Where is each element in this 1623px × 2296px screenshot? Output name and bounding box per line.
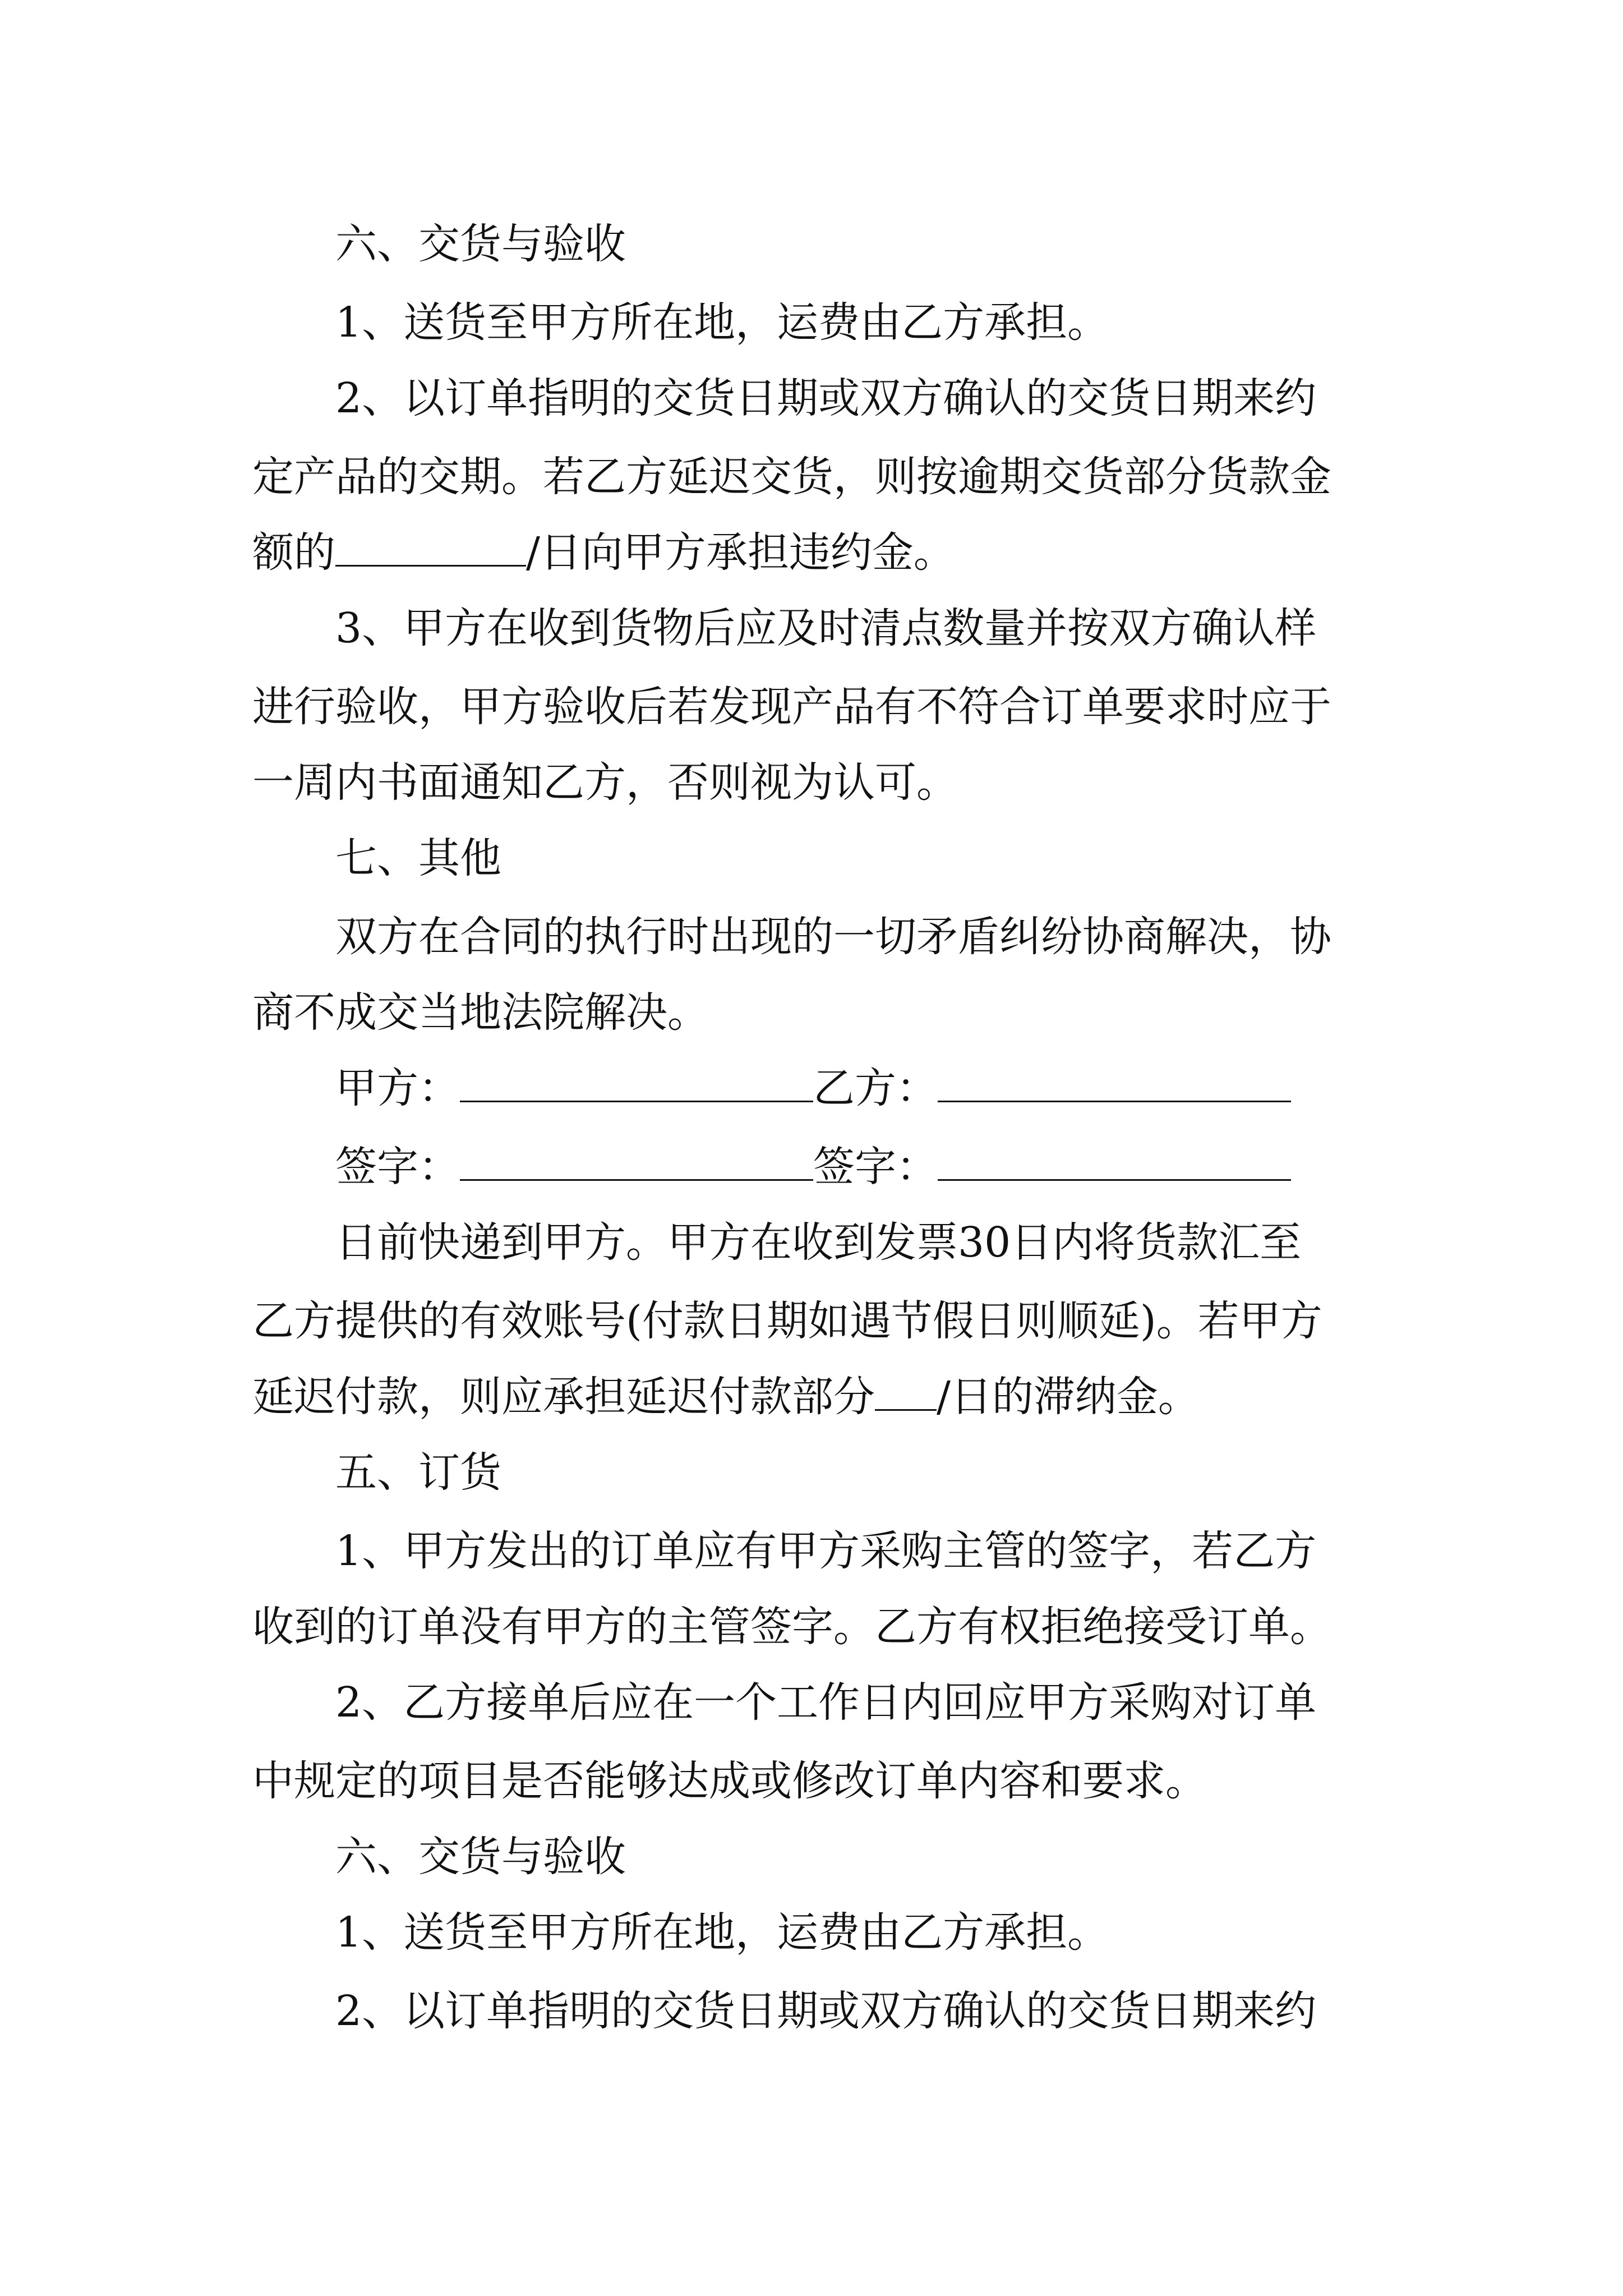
section-heading-other: 七、其他 <box>335 834 501 882</box>
fill-in-blank[interactable] <box>875 1406 937 1411</box>
party-b-blank[interactable] <box>938 1097 1291 1102</box>
paragraph-line: 1、送货至甲方所在地，运费由乙方承担。 <box>335 298 1109 347</box>
line-text: /日向甲方承担违约金。 <box>526 528 955 577</box>
paragraph-line: 定产品的交期。若乙方延迟交货，则按逾期交货部分货款金 <box>252 453 1331 501</box>
paragraph-line-with-blank <box>252 1369 1200 1425</box>
paragraph-line: 2、以订单指明的交货日期或双方确认的交货日期来约 <box>335 1987 1317 2035</box>
party-line <box>335 1060 1291 1116</box>
party-b-label: 乙方： <box>813 1064 938 1112</box>
signature-b-blank[interactable] <box>938 1176 1291 1181</box>
section-heading-order: 五、订货 <box>335 1448 501 1497</box>
line-text: /日的滞纳金。 <box>937 1373 1200 1421</box>
party-a-label: 甲方： <box>335 1064 460 1112</box>
signature-b-label: 签字： <box>813 1143 938 1191</box>
paragraph-line-with-blank <box>252 524 955 581</box>
paragraph-line: 乙方提供的有效账号(付款日期如遇节假日则顺延)。若甲方 <box>252 1297 1322 1345</box>
signature-a-blank[interactable] <box>460 1176 813 1181</box>
paragraph-line: 收到的订单没有甲方的主管签字。乙方有权拒绝接受订单。 <box>252 1603 1331 1651</box>
fill-in-blank[interactable] <box>335 562 526 567</box>
signature-a-label: 签字： <box>335 1143 460 1191</box>
paragraph-line: 2、以订单指明的交货日期或双方确认的交货日期来约 <box>335 374 1317 422</box>
signature-line <box>335 1139 1291 1195</box>
section-heading-delivery: 六、交货与验收 <box>335 220 626 268</box>
paragraph-line: 一周内书面通知乙方，否则视为认可。 <box>252 758 958 807</box>
paragraph-line: 中规定的项目是否能够达成或修改订单内容和要求。 <box>252 1757 1207 1805</box>
section-heading-delivery: 六、交货与验收 <box>335 1833 626 1881</box>
paragraph-line: 日前快递到甲方。甲方在收到发票30日内将货款汇至 <box>335 1218 1302 1267</box>
paragraph-line: 商不成交当地法院解决。 <box>252 988 709 1037</box>
paragraph-line: 进行验收，甲方验收后若发现产品有不符合订单要求时应于 <box>252 683 1331 731</box>
line-text: 延迟付款，则应承担延迟付款部分 <box>252 1373 875 1421</box>
paragraph-line: 双方在合同的执行时出现的一切矛盾纠纷协商解决，协 <box>335 913 1331 961</box>
paragraph-line: 1、送货至甲方所在地，运费由乙方承担。 <box>335 1908 1109 1957</box>
line-text: 额的 <box>252 528 335 577</box>
paragraph-line: 1、甲方发出的订单应有甲方采购主管的签字，若乙方 <box>335 1527 1317 1575</box>
paragraph-line: 2、乙方接单后应在一个工作日内回应甲方采购对订单 <box>335 1678 1317 1727</box>
paragraph-line: 3、甲方在收到货物后应及时清点数量并按双方确认样 <box>335 604 1317 652</box>
party-a-blank[interactable] <box>460 1097 813 1102</box>
